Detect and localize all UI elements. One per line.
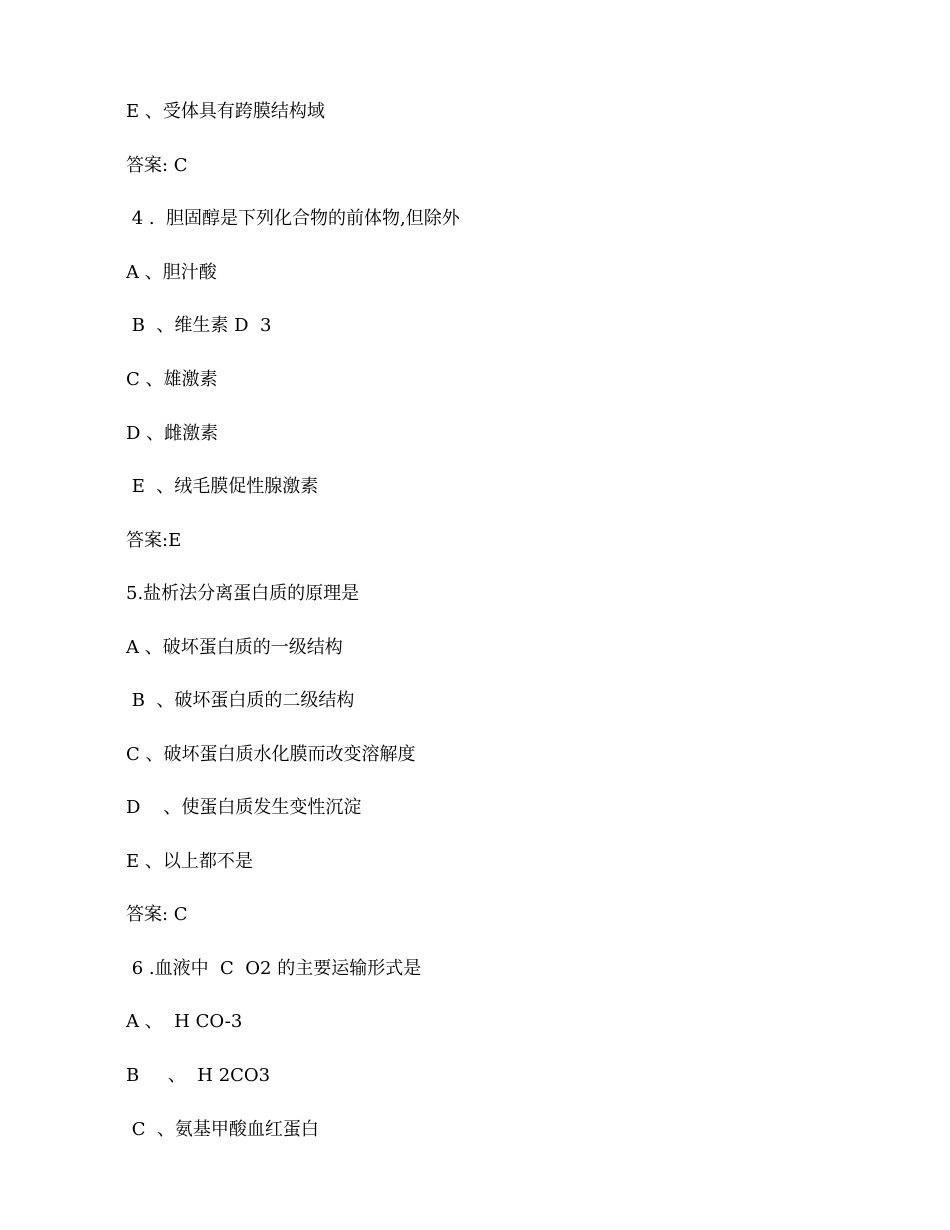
option-line: A 、 H CO-3 xyxy=(126,1011,243,1032)
option-line: A 、胆汁酸 xyxy=(126,262,217,283)
option-line: C 、破坏蛋白质水化膜而改变溶解度 xyxy=(126,744,416,765)
option-line: E 、以上都不是 xyxy=(126,851,253,872)
option-line: B 、维生素 D 3 xyxy=(126,315,272,336)
question-line: 4 . 胆固醇是下列化合物的前体物,但除外 xyxy=(126,208,460,229)
question-line: 5.盐析法分离蛋白质的原理是 xyxy=(126,583,360,604)
option-line: C 、雄激素 xyxy=(126,369,218,390)
answer-line: 答案: C xyxy=(126,155,188,176)
option-line: B 、破坏蛋白质的二级结构 xyxy=(126,690,355,711)
option-line: D 、使蛋白质发生变性沉淀 xyxy=(126,797,362,818)
option-line: E 、受体具有跨膜结构域 xyxy=(126,101,325,122)
option-line: C 、氨基甲酸血红蛋白 xyxy=(126,1119,319,1140)
option-line: E 、绒毛膜促性腺激素 xyxy=(126,476,319,497)
option-line: A 、破坏蛋白质的一级结构 xyxy=(126,637,343,658)
answer-line: 答案:E xyxy=(126,530,182,551)
answer-line: 答案: C xyxy=(126,904,188,925)
question-line: 6 .血液中 C O2 的主要运输形式是 xyxy=(126,958,422,979)
option-line: B 、 H 2CO3 xyxy=(126,1065,271,1086)
option-line: D 、雌激素 xyxy=(126,423,219,444)
